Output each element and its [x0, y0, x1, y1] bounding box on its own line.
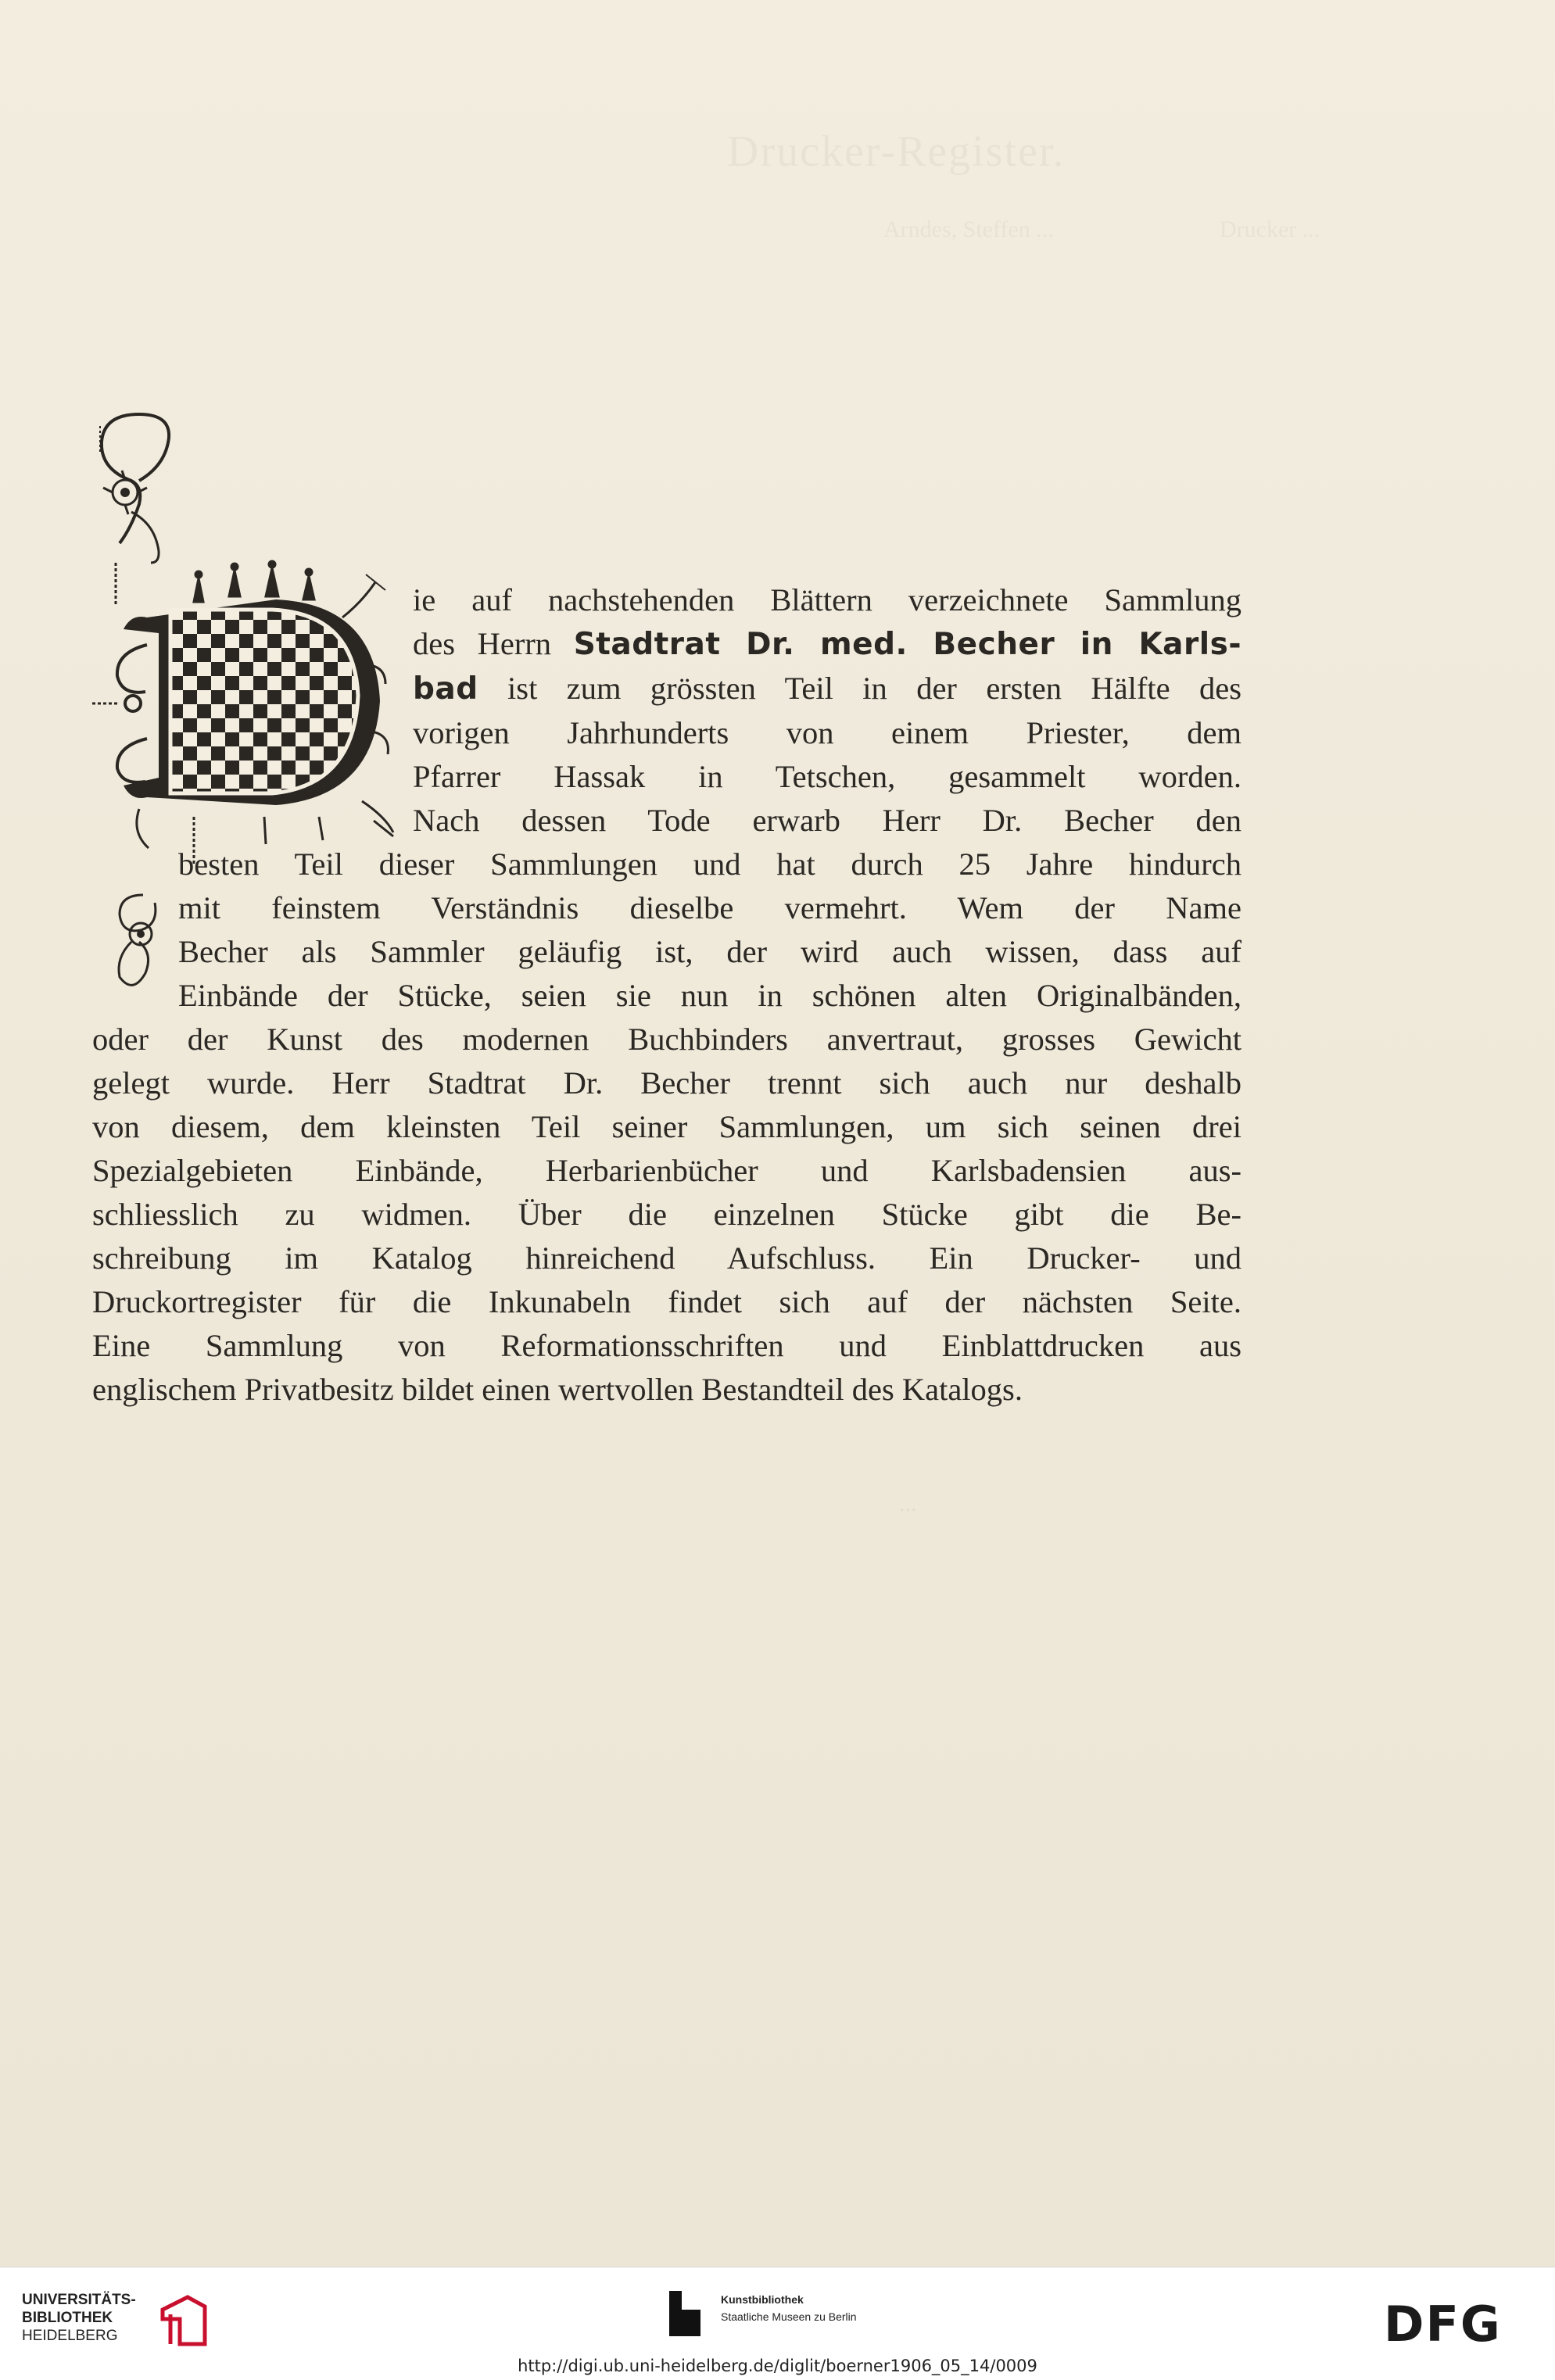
text-line: schliesslich zu widmen. Über die einzelnen Stücke gibt die Be-: [92, 1197, 1241, 1232]
ub-line-3: HEIDELBERG: [22, 2328, 118, 2344]
highlighted-name: bad: [413, 671, 478, 707]
text-line: mit feinstem Verständnis dieselbe vermehrt. Wem der Name: [178, 890, 1241, 925]
page-url[interactable]: http://digi.ub.uni-heidelberg.de/diglit/boerner1906_05_14/0009: [518, 2357, 1037, 2375]
kb-mark-icon: [661, 2288, 708, 2339]
show-through-lower: ...: [899, 1491, 917, 1516]
text-line: ie auf nachstehenden Blättern verzeichnete Sammlung: [413, 582, 1241, 617]
footer-bar: [0, 2267, 1555, 2380]
text-line: [92, 622, 1241, 667]
text-line: schreibung im Katalog hinreichend Aufschluss. Ein Drucker- und: [92, 1240, 1241, 1276]
highlighted-name: Stadtrat Dr. med. Becher in Karls-: [573, 627, 1242, 662]
text-line: Spezialgebieten Einbände, Herbarienbücher und Karlsbadensien aus-: [92, 1153, 1241, 1188]
text-line: [92, 667, 1241, 711]
ub-logo-text: [22, 2291, 136, 2345]
kunstbibliothek-logo[interactable]: [661, 2285, 912, 2347]
text-line: Eine Sammlung von Reformationsschriften und Einblattdrucken aus: [92, 1328, 1241, 1363]
kb-subtitle: Staatliche Museen zu Berlin: [721, 2310, 857, 2323]
show-through-left-column: Arndes, Steffen ...: [883, 217, 1054, 242]
text-line: Pfarrer Hassak in Tetschen, gesammelt worden.: [413, 759, 1241, 794]
text-line: von diesem, dem kleinsten Teil seiner Sammlungen, um sich seinen drei: [92, 1109, 1241, 1144]
ub-line-1: UNIVERSITÄTS-: [22, 2292, 136, 2308]
text-fragment: des Herrn: [413, 626, 574, 661]
intro-paragraph: [92, 578, 1241, 1412]
ub-line-2: BIBLIOTHEK: [22, 2310, 113, 2326]
text-line: besten Teil dieser Sammlungen und hat durch 25 Jahre hindurch: [178, 846, 1241, 882]
kb-logo-text: [721, 2291, 857, 2325]
text-line: Becher als Sammler geläufig ist, der wird auch wissen, dass auf: [178, 934, 1241, 969]
ub-heidelberg-logo[interactable]: [22, 2291, 233, 2353]
text-line: Nach dessen Tode erwarb Herr Dr. Becher den: [413, 803, 1241, 838]
ub-mark-icon: [156, 2292, 211, 2349]
text-line: Einbände der Stücke, seien sie nun in schönen alten Originalbänden,: [178, 978, 1241, 1013]
text-fragment: ist zum grössten Teil in der ersten Hälfte des: [478, 671, 1241, 706]
text-line: oder der Kunst des modernen Buchbinders anvertraut, grosses Gewicht: [92, 1022, 1241, 1057]
text-line: Druckortregister für die Inkunabeln findet sich auf der nächsten Seite.: [92, 1284, 1241, 1319]
show-through-right-column: Drucker ...: [1220, 217, 1320, 242]
text-line: vorigen Jahrhunderts von einem Priester, dem: [413, 715, 1241, 750]
text-line: gelegt wurde. Herr Stadtrat Dr. Becher trennt sich auch nur deshalb: [92, 1065, 1241, 1101]
text-line: englischem Privatbesitz bildet einen wertvollen Bestandteil des Katalogs.: [92, 1372, 1023, 1407]
show-through-title: Drucker-Register.: [727, 127, 1066, 176]
dfg-logo[interactable]: DFG: [1384, 2296, 1502, 2353]
kb-name: Kunstbibliothek: [721, 2293, 804, 2306]
